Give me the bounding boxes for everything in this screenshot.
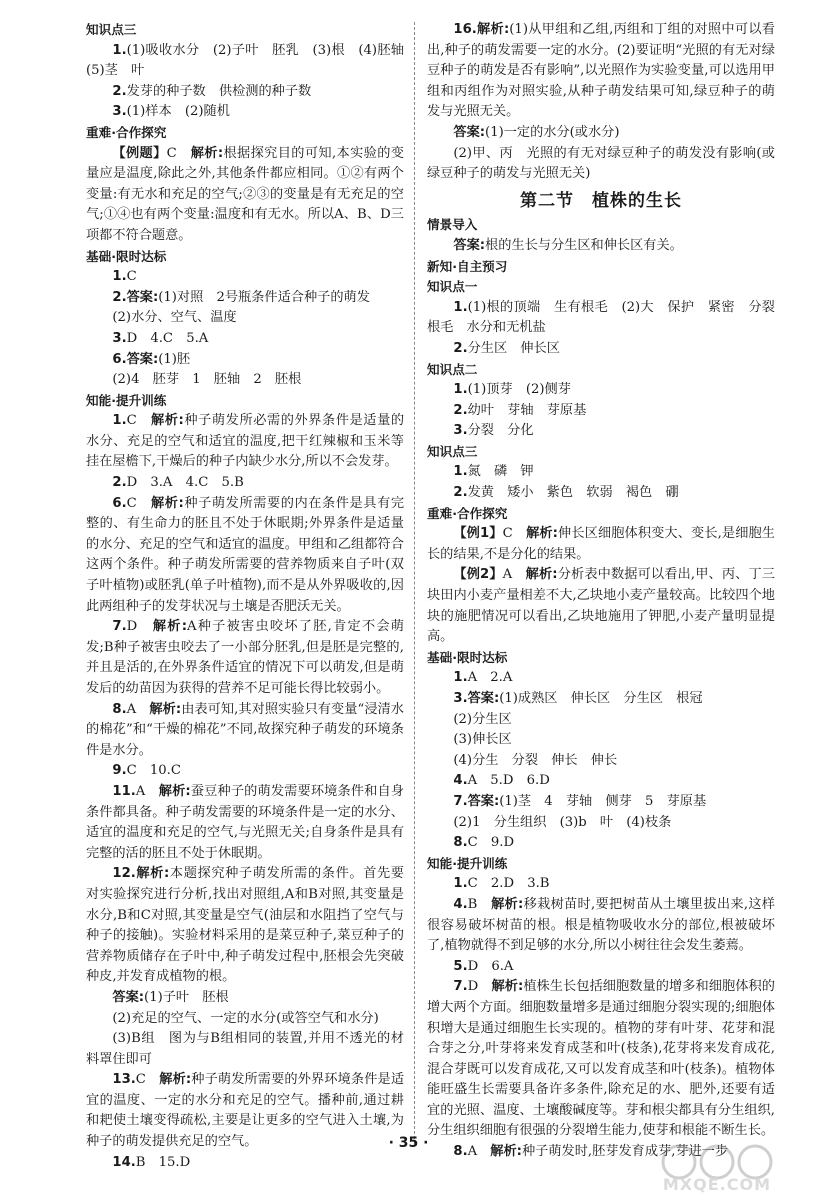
answer-paragraph: 1.(1)根的顶端 生有根毛 (2)大 保护 紧密 分裂 根毛 水分和无机盐 bbox=[427, 299, 789, 336]
answer-paragraph: 3.答案:(1)成熟区 伸长区 分生区 根冠 bbox=[453, 691, 703, 706]
subsection-label: 知识点三 bbox=[86, 22, 137, 37]
answer-paragraph: 13.C 解析:种子萌发所需要的外界环境条件是适宜的温度、一定的水分和充足的空气。播种前,通过耕和耙使土壤变得疏松,主要是让更多的空气进入土壤,为种子的萌发提供充足的空气。 bbox=[86, 1072, 405, 1150]
answer-paragraph: 1.A 2.A bbox=[453, 670, 513, 686]
answer-paragraph: (3)伸长区 bbox=[453, 732, 512, 748]
answer-paragraph: 3.分裂 分化 bbox=[453, 423, 534, 439]
answer-paragraph: 答案:(1)子叶 胚根 bbox=[112, 989, 229, 1005]
answer-paragraph: 6.答案:(1)胚 bbox=[112, 351, 191, 367]
subsection-label: 知能·提升训练 bbox=[427, 855, 508, 871]
answer-paragraph: (4)分生 分裂 伸长 伸长 bbox=[453, 752, 618, 768]
subsection-label: 知能·提升训练 bbox=[86, 392, 167, 408]
answer-paragraph: 答案:根的生长与分生区和伸长区有关。 bbox=[453, 237, 683, 253]
answer-paragraph: (2)充足的空气、一定的水分(或答空气和水分) bbox=[112, 1010, 379, 1026]
answer-paragraph: 12.解析:本题探究种子萌发所需的条件。首先要对实验探究进行分析,找出对照组,A和B对照,其变量是水分,B和C对照,其变量是空气(油层和水阻挡了空气与种子的接触)。实验材料采用的是菜豆种子,菜豆种子的营养物质储存在子叶中,种子萌发过程中,胚根会先突破种皮,并发育成植物的根。 bbox=[86, 866, 404, 985]
subsection-label: 基础·限时达标 bbox=[86, 248, 167, 264]
answer-paragraph: 1.(1)顶芽 (2)侧芽 bbox=[453, 382, 571, 398]
answer-paragraph: (3)B组 图为与B组相同的装置,并用不透光的材料罩住即可 bbox=[86, 1031, 404, 1067]
subsection-label: 知识点三 bbox=[427, 443, 478, 459]
answer-paragraph: 7.D 解析:A种子被害虫咬坏了胚,肯定不会萌发;B种子被害虫咬去了一小部分胚乳,但是胚是完整的,并且是活的,在外界条件适宜的情况下可以萌发,但是萌发后的幼苗因为获得的营养不足可能长得比较弱小。 bbox=[86, 619, 404, 696]
section-heading bbox=[427, 191, 775, 212]
answer-paragraph: 1.(1)吸收水分 (2)子叶 胚乳 (3)根 (4)胚轴 (5)茎 叶 bbox=[86, 42, 418, 79]
answer-paragraph: 4.B 解析:移栽树苗时,要把树苗从土壤里拔出来,这样很容易破坏树苗的根。根是植物吸收水分的部位,根被破坏了,植物就得不到足够的水分,所以小树往往会发生萎蔫。 bbox=[427, 896, 775, 954]
subsection-label: 知识点二 bbox=[427, 361, 478, 377]
answer-paragraph: 【例1】C 解析:伸长区细胞体积变大、变长,是细胞生长的结果,不是分化的结果。 bbox=[427, 526, 775, 562]
answer-paragraph: 2.答案:(1)对照 2号瓶条件适合种子的萌发 bbox=[112, 289, 370, 305]
watermark-text: MXQE.COM bbox=[662, 1175, 771, 1194]
answer-paragraph: 4.A 5.D 6.D bbox=[453, 773, 550, 789]
page-number: · 35 · bbox=[388, 1135, 429, 1151]
answer-paragraph: (2)分生区 bbox=[453, 711, 512, 727]
subsection-label: 基础·限时达标 bbox=[427, 649, 508, 665]
column-divider bbox=[414, 22, 415, 1144]
answer-paragraph: 2.D 3.A 4.C 5.B bbox=[112, 475, 244, 491]
answer-paragraph: 1.C 解析:种子萌发所必需的外界条件是适量的水分、充足的空气和适宜的温度,把干红辣椒和玉米等挂在屋檐下,干燥后的种子内缺少水分,所以不会发芽。 bbox=[86, 413, 405, 470]
answer-paragraph: 7.答案:(1)茎 4 芽轴 侧芽 5 芽原基 bbox=[453, 793, 707, 809]
answer-paragraph: 1.C bbox=[112, 269, 137, 285]
subsection-label: 重难·合作探究 bbox=[86, 124, 167, 140]
watermark-logo bbox=[635, 1140, 795, 1198]
answer-paragraph: (2)1 分生组织 (3)b 叶 (4)枝条 bbox=[453, 814, 672, 830]
answer-paragraph: 16.解析:(1)从甲组和乙组,丙组和丁组的对照中可以看出,种子的萌发需要一定的水分。(2)要证明“光照的有无对绿豆种子的萌发是否有影响”,以光照作为实验变量,可以选用甲组和丙组作为对照实验,从种子萌发结果可知,绿豆种子的萌发与光照无关。 bbox=[427, 22, 775, 120]
answer-paragraph: 1.C 2.D 3.B bbox=[453, 876, 550, 892]
answer-paragraph: 3.(1)样本 (2)随机 bbox=[112, 104, 230, 120]
answer-paragraph: 8.A 解析:由表可知,其对照实验只有变量“浸清水的棉花”和“干燥的棉花”不同,故探究种子萌发的环境条件是水分。 bbox=[86, 701, 404, 758]
subsection-label: 重难·合作探究 bbox=[427, 505, 508, 521]
section-title: 植株的生长 bbox=[592, 190, 682, 211]
answer-paragraph: (2)4 胚芽 1 胚轴 2 胚根 bbox=[112, 372, 302, 388]
answer-paragraph: 2.分生区 伸长区 bbox=[453, 340, 560, 356]
answer-paragraph: (2)水分、空气、温度 bbox=[112, 310, 237, 326]
subsection-label: 情景导入 bbox=[427, 217, 478, 233]
answer-paragraph: 7.D 解析:植株生长包括细胞数量的增多和细胞体积的增大两个方面。细胞数量增多是通过细胞分裂实现的;细胞体积增大是通过细胞生长实现的。植物的芽有叶芽、花芽和混合芽之分,叶芽将来发育成茎和叶(枝条),花芽将来发育成花,混合芽既可以发育成花,又可以发育成茎和叶(枝条)。植物体能旺盛生长需要具备许多条件,除充足的水、肥外,还要有适宜的光照、温度、土壤酸碱度等。芽和根尖都具有分生组织,分生组织细胞有很强的分裂增生能力,使芽和根能不断生长。 bbox=[427, 979, 775, 1139]
answer-paragraph: 9.C 10.C bbox=[112, 763, 181, 779]
subsection-label: 知识点一 bbox=[427, 279, 478, 295]
section-number: 第二节 bbox=[520, 190, 574, 211]
answer-paragraph: 【例2】A 解析:分析表中数据可以看出,甲、丙、丁三块田内小麦产量相差不大,乙块地小麦产量较高。比较四个地块的施肥情况可以看出,乙块地施用了钾肥,小麦产量明显提高。 bbox=[427, 567, 775, 645]
answer-paragraph: 3.D 4.C 5.A bbox=[112, 330, 209, 346]
answer-paragraph: 8.C 9.D bbox=[453, 835, 515, 851]
answer-paragraph: 8.A 解析:种子萌发时,胚芽发育成芽,芽进一步 bbox=[453, 1144, 729, 1160]
answer-paragraph: 1.氮 磷 钾 bbox=[453, 464, 534, 480]
answer-paragraph: 11.A 解析:蚕豆种子的萌发需要环境条件和自身条件都具备。种子萌发需要的环境条件是一定的水分、适宜的温度和充足的空气,与光照无关;自身条件是具有完整的活的胚且不处于休眠期。 bbox=[86, 783, 404, 861]
answer-paragraph: 答案:(1)一定的水分(或水分) bbox=[453, 124, 620, 140]
answer-paragraph: 【例题】C 解析:根据探究目的可知,本实验的变量应是温度,除此之外,其他条件都应相同。①②有两个变量:有无水和充足的空气;②③的变量是有无充足的空气;①④也有两个变量:温度和有无水。所以A、B、D三项都不符合题意。 bbox=[86, 145, 404, 243]
answer-paragraph: (2)甲、丙 光照的有无对绿豆种子的萌发没有影响(或绿豆种子的萌发与光照无关) bbox=[427, 145, 775, 182]
answer-paragraph: 2.发芽的种子数 供检测的种子数 bbox=[112, 83, 312, 99]
right-column bbox=[427, 20, 789, 1163]
answer-paragraph: 5.D 6.A bbox=[453, 958, 514, 974]
subsection-label: 新知·自主预习 bbox=[427, 258, 508, 274]
answer-paragraph: 2.发黄 矮小 紫色 软弱 褐色 硼 bbox=[453, 485, 679, 501]
answer-paragraph: 14.B 15.D bbox=[112, 1154, 191, 1170]
answer-paragraph: 6.C 解析:种子萌发所需要的内在条件是具有完整的、有生命力的胚且不处于休眠期;外界条件是适量的水分、充足的空气和适宜的温度。甲组和乙组都符合这两个条件。种子萌发所需要的营养物质来自子叶(双子叶植物)或胚乳(单子叶植物),而不是从外界吸收的,因此两组种子的发芽状况与土壤是否肥沃无关。 bbox=[86, 495, 405, 614]
answer-paragraph: 2.幼叶 芽轴 芽原基 bbox=[453, 402, 587, 418]
